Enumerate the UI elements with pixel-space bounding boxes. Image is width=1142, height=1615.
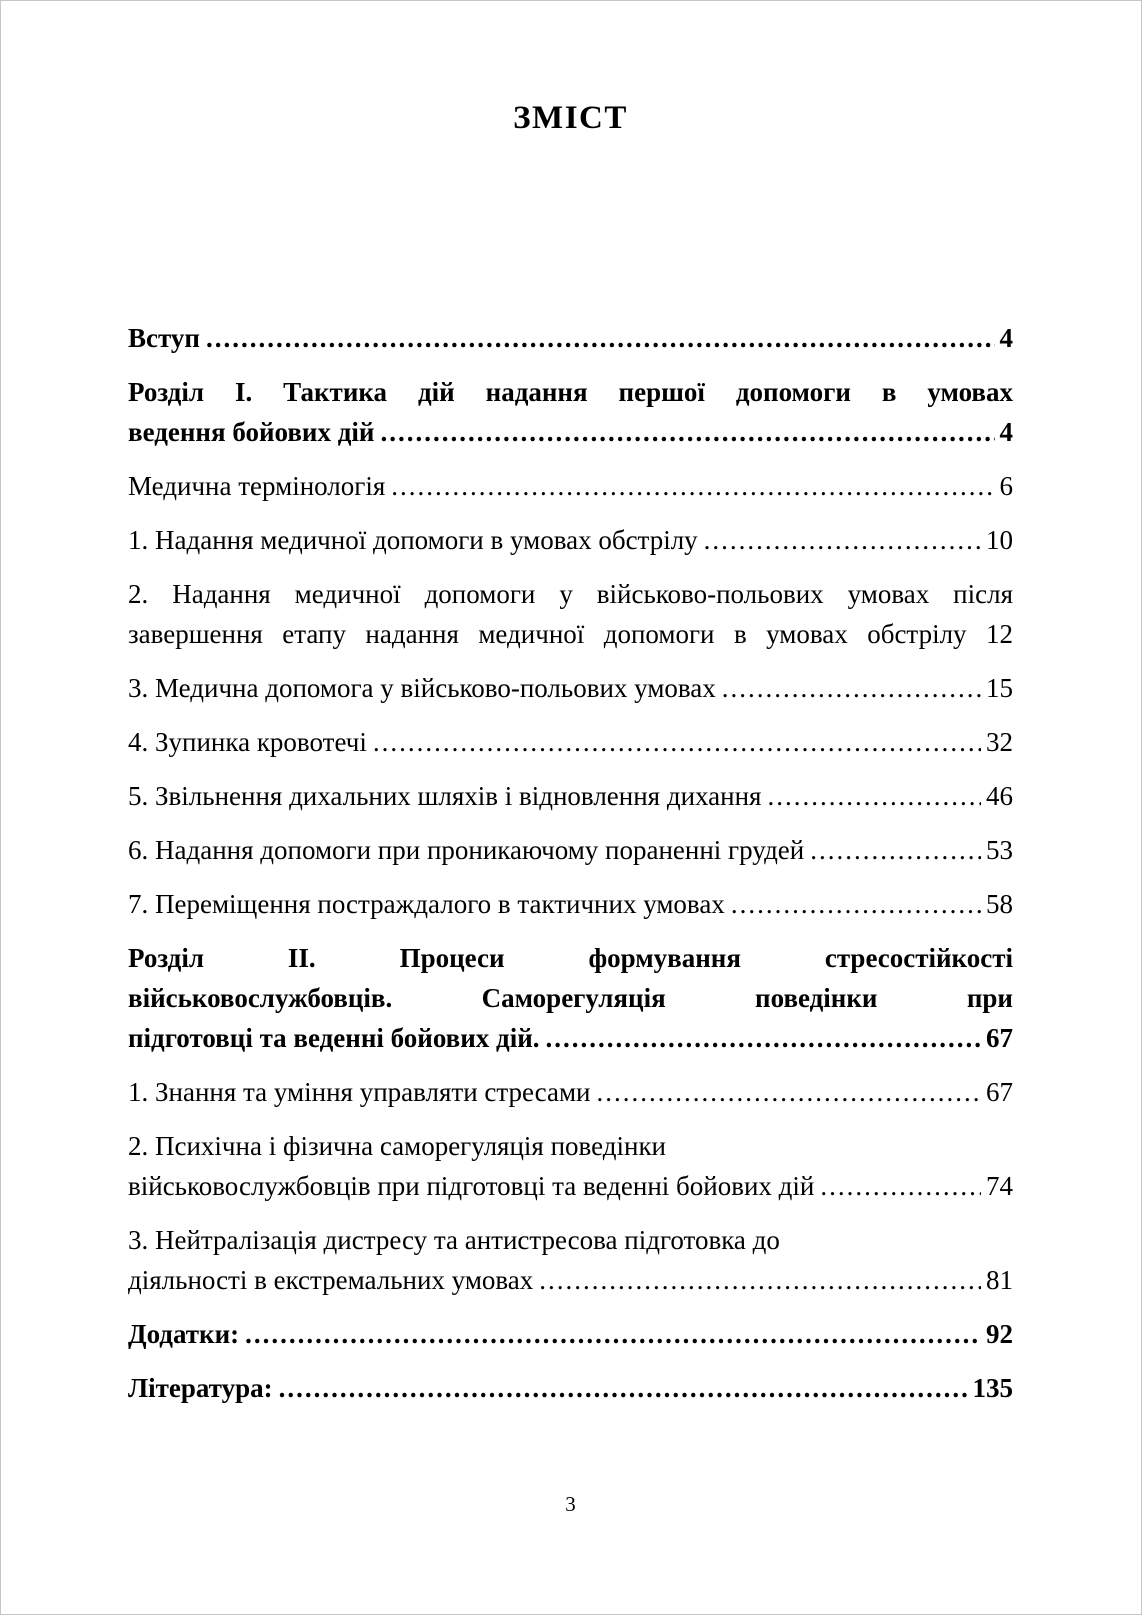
toc-entry-text: 1. Надання медичної допомоги в умовах обстрілу bbox=[128, 525, 698, 555]
toc-entry bbox=[128, 884, 1013, 924]
toc-entry-line: Розділ I. Тактика дій надання першої допомоги в умовах bbox=[128, 377, 1013, 407]
dot-leader bbox=[722, 668, 981, 708]
toc-entry-text: 3. Медична допомога у військово-польових умовах bbox=[128, 673, 716, 703]
toc-entry bbox=[128, 574, 1013, 654]
toc-page-ref: 32 bbox=[986, 727, 1013, 757]
toc-entry-line: 2. Надання медичної допомоги у військово-польових умовах після bbox=[128, 579, 1013, 609]
toc-entry-text: Література: bbox=[128, 1373, 273, 1403]
dot-leader bbox=[731, 884, 981, 924]
toc-entry bbox=[128, 668, 1013, 708]
toc-entry bbox=[128, 776, 1013, 816]
toc-entry-text: завершення етапу надання медичної допомоги в умовах обстрілу bbox=[128, 619, 967, 649]
dot-leader bbox=[546, 1018, 981, 1058]
toc-page-ref: 6 bbox=[999, 471, 1013, 501]
toc-entry bbox=[128, 1368, 1013, 1408]
toc-entry-last-line bbox=[128, 614, 1013, 654]
toc-entry-last-line bbox=[128, 830, 1013, 870]
toc-page-ref: 92 bbox=[986, 1319, 1013, 1349]
toc-entry-text: 1. Знання та уміння управляти стресами bbox=[128, 1077, 591, 1107]
toc-page-ref: 15 bbox=[986, 673, 1013, 703]
dot-leader bbox=[597, 1072, 981, 1112]
toc-entry-last-line bbox=[128, 668, 1013, 708]
toc-entry-text: діяльності в екстремальних умовах bbox=[128, 1265, 534, 1295]
toc-entry-last-line bbox=[128, 1368, 1013, 1408]
toc-page-ref: 53 bbox=[986, 835, 1013, 865]
toc-entry bbox=[128, 1072, 1013, 1112]
toc-entry-line: 3. Нейтралізація дистресу та антистресова підготовка до bbox=[128, 1225, 780, 1255]
dot-leader bbox=[391, 466, 994, 506]
toc-entry bbox=[128, 520, 1013, 560]
page-number: 3 bbox=[565, 1492, 576, 1516]
toc-entry-last-line bbox=[128, 1260, 1013, 1300]
toc-entry bbox=[128, 466, 1013, 506]
toc-entry-text: 7. Переміщення постраждалого в тактичних умовах bbox=[128, 889, 725, 919]
toc-entry bbox=[128, 1126, 1013, 1206]
toc-entry-last-line bbox=[128, 884, 1013, 924]
toc-entry-last-line bbox=[128, 776, 1013, 816]
dot-leader bbox=[245, 1314, 981, 1354]
toc-entry-text: 4. Зупинка кровотечі bbox=[128, 727, 367, 757]
toc-page-ref: 74 bbox=[986, 1171, 1013, 1201]
toc-entry-last-line bbox=[128, 466, 1013, 506]
dot-leader bbox=[704, 520, 981, 560]
dot-leader bbox=[380, 412, 994, 452]
dot-leader bbox=[279, 1368, 968, 1408]
toc-page-ref: 10 bbox=[986, 525, 1013, 555]
toc-page-ref: 135 bbox=[972, 1373, 1013, 1403]
toc-entry bbox=[128, 830, 1013, 870]
dot-leader bbox=[767, 776, 981, 816]
toc-entry-text: Додатки: bbox=[128, 1319, 240, 1349]
toc-entry bbox=[128, 318, 1013, 358]
toc-entry-last-line bbox=[128, 520, 1013, 560]
dot-leader bbox=[810, 830, 981, 870]
toc-page-ref: 4 bbox=[999, 323, 1013, 353]
toc-entry bbox=[128, 1314, 1013, 1354]
toc-entry-last-line bbox=[128, 1018, 1013, 1058]
toc-page-ref: 81 bbox=[986, 1265, 1013, 1295]
toc-entry bbox=[128, 938, 1013, 1058]
toc-entry-text: Вступ bbox=[128, 323, 200, 353]
toc-page-ref: 4 bbox=[999, 417, 1013, 447]
toc-page-ref: 12 bbox=[986, 619, 1013, 649]
page-title: ЗМІСТ bbox=[513, 100, 628, 136]
toc-entry-text: підготовці та веденні бойових дій. bbox=[128, 1023, 540, 1053]
toc-entry bbox=[128, 372, 1013, 452]
toc-page-ref: 67 bbox=[986, 1077, 1013, 1107]
toc-entry-line: військовослужбовців. Саморегуляція поведінки при bbox=[128, 983, 1013, 1013]
toc-entry-last-line bbox=[128, 1314, 1013, 1354]
toc-page-ref: 67 bbox=[986, 1023, 1013, 1053]
toc-entry-last-line bbox=[128, 1166, 1013, 1206]
toc-entry bbox=[128, 722, 1013, 762]
dot-leader bbox=[820, 1166, 981, 1206]
dot-leader bbox=[206, 318, 995, 358]
toc-entry-text: 6. Надання допомоги при проникаючому пораненні грудей bbox=[128, 835, 805, 865]
toc-entry-last-line bbox=[128, 722, 1013, 762]
dot-leader bbox=[539, 1260, 981, 1300]
toc-entry-last-line bbox=[128, 1072, 1013, 1112]
toc-page-ref: 58 bbox=[986, 889, 1013, 919]
toc-entry bbox=[128, 1220, 1013, 1300]
toc-entry-text: Медична термінологія bbox=[128, 471, 386, 501]
toc-entry-text: ведення бойових дій bbox=[128, 417, 375, 447]
toc-entry-text: військовослужбовців при підготовці та веденні бойових дій bbox=[128, 1171, 815, 1201]
toc-entry-last-line bbox=[128, 318, 1013, 358]
toc-entry-last-line bbox=[128, 412, 1013, 452]
toc-entry-line: 2. Психічна і фізична саморегуляція поведінки bbox=[128, 1131, 667, 1161]
dot-leader bbox=[373, 722, 981, 762]
toc-list bbox=[128, 318, 1013, 1422]
toc-page-ref: 46 bbox=[986, 781, 1013, 811]
toc-entry-text: 5. Звільнення дихальних шляхів і відновлення дихання bbox=[128, 781, 762, 811]
toc-entry-line: Розділ II. Процеси формування стресостійкості bbox=[128, 943, 1013, 973]
